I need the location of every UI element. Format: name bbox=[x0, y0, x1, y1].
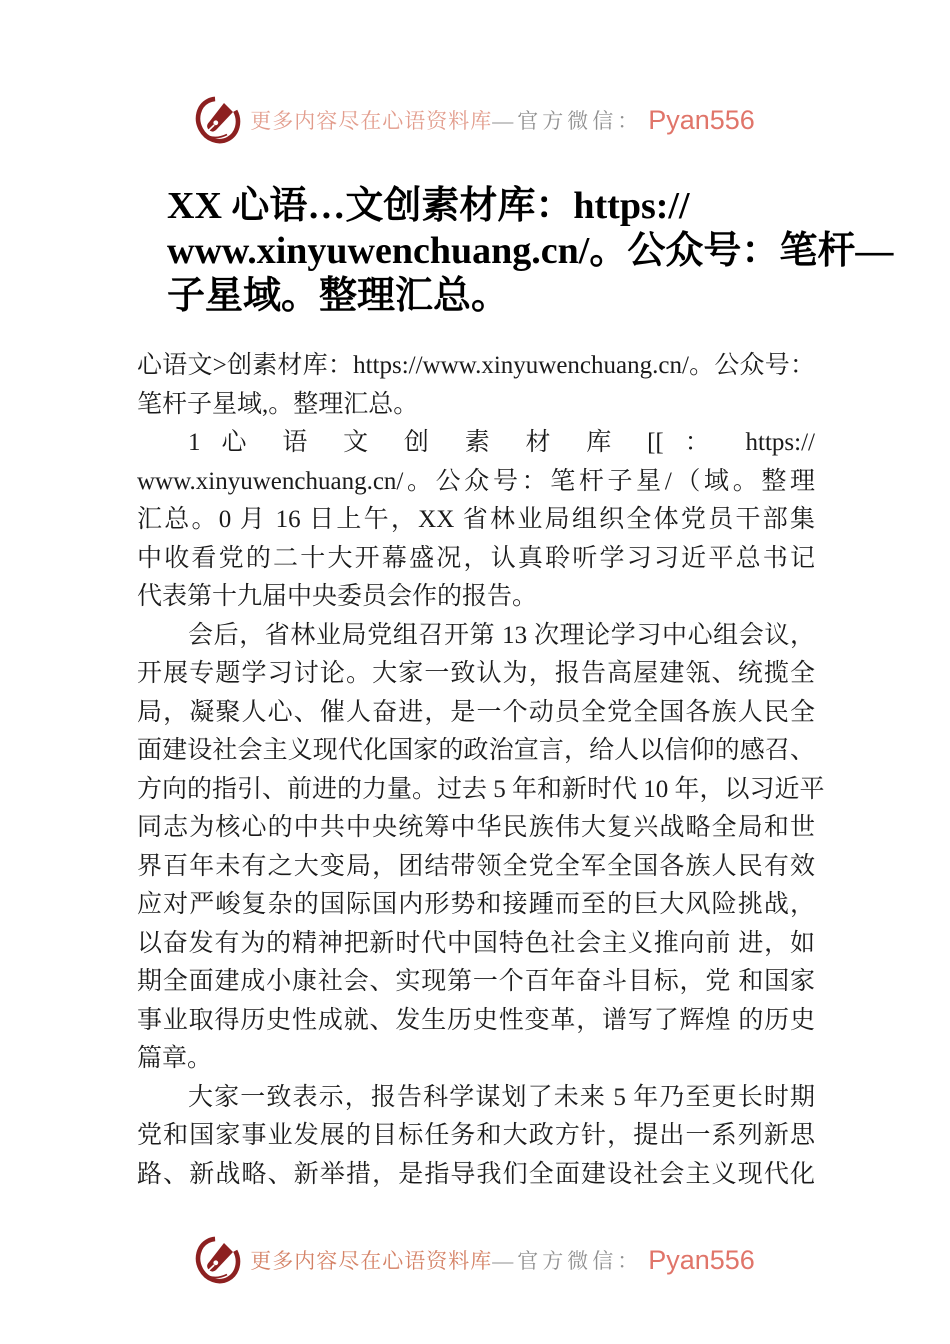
paragraph-line: 以奋发有为的精神把新时代中国特色社会主义推向前 进，如 bbox=[137, 929, 815, 957]
paragraph-line: 会后，省林业局党组召开第 13 次理论学习中心组会议， bbox=[188, 621, 815, 649]
paragraph-line: 1 心 语 文 创 素 材 库 [[ ： https:// bbox=[188, 429, 815, 456]
paragraph-line: 方向的指引、前进的力量。过去 5 年和新时代 10 年，以习近平 bbox=[137, 775, 825, 803]
banner-slogan-text: 更多内容尽在心语资料库 bbox=[250, 1249, 493, 1273]
paragraph-line: 路、新战略、新举措，是指导我们全面建设社会主义现代化 bbox=[137, 1160, 815, 1188]
paragraph-line: 汇总。0 月 16 日上午，XX 省林业局组织全体党员干部集 bbox=[137, 506, 815, 533]
paragraph-line: 同志为核心的中共中央统筹中华民族伟大复兴战略全局和世 bbox=[137, 814, 815, 841]
banner-wechat-id: Pyan556 bbox=[648, 104, 755, 135]
paragraph-line: 党和国家事业发展的目标任务和大政方针，提出一系列新思 bbox=[137, 1122, 815, 1149]
paragraph bbox=[137, 617, 825, 1079]
banner-slogan-text: 更多内容尽在心语资料库 bbox=[250, 109, 493, 133]
paragraph-line: 期全面建成小康社会、实现第一个百年奋斗目标，党 和国家 bbox=[137, 968, 815, 995]
paragraph-line: 篇章。 bbox=[137, 1045, 213, 1072]
title-line: 子星域。整理汇总。 bbox=[167, 275, 510, 317]
paragraph-line: 笔杆子星域,。整理汇总。 bbox=[137, 390, 419, 418]
paragraph bbox=[137, 1079, 815, 1195]
paragraph-line: www.xinyuwenchuang.cn/。公众号：笔杆子星/（域。整理 bbox=[137, 467, 815, 495]
paragraph-line: 局，凝聚人心、催人奋进，是一个动员全党全国各族人民全 bbox=[137, 698, 815, 726]
paragraph-line: 事业取得历史性成就、发生历史性变革，谱写了辉煌 的历史 bbox=[137, 1006, 815, 1034]
paragraph-line: 面建设社会主义现代化国家的政治宣言，给人以信仰的感召、 bbox=[137, 737, 815, 764]
pen-nib-logo-icon bbox=[195, 1234, 241, 1286]
paragraph bbox=[137, 424, 815, 617]
pen-nib-logo-icon bbox=[195, 94, 241, 146]
paragraph-line: 代表第十九届中央委员会作的报告。 bbox=[137, 583, 538, 610]
footer-watermark-banner bbox=[0, 1230, 950, 1290]
title-line: www.xinyuwenchuang.cn/。公众号：笔杆— bbox=[167, 230, 894, 272]
banner-wechat-id: Pyan556 bbox=[648, 1244, 755, 1275]
header-watermark-banner bbox=[0, 90, 950, 150]
paragraph-line: 应对严峻复杂的国际国内形势和接踵而至的巨大风险挑战， bbox=[137, 891, 815, 918]
paragraph-line: 大家一致表示，报告科学谋划了未来 5 年乃至更长时期 bbox=[188, 1083, 815, 1111]
banner-wechat-label: —官方微信： bbox=[492, 1249, 643, 1273]
banner-wechat-label: —官方微信： bbox=[492, 109, 643, 133]
document-title bbox=[167, 184, 894, 319]
title-line: XX 心语…文创素材库：https:// bbox=[167, 185, 690, 227]
paragraph-line: 中收看党的二十大开幕盛况，认真聆听学习习近平总书记 bbox=[137, 544, 815, 572]
paragraph-line: 开展专题学习讨论。大家一致认为，报告高屋建瓴、统揽全 bbox=[137, 660, 815, 687]
document-body bbox=[137, 184, 894, 1194]
document-paragraphs bbox=[137, 347, 825, 1194]
paragraph-line: 心语文>创素材库：https://www.xinyuwenchuang.cn/。公众号： bbox=[137, 352, 815, 379]
paragraph bbox=[137, 347, 815, 424]
paragraph-line: 界百年未有之大变局，团结带领全党全军全国各族人民有效 bbox=[137, 852, 815, 880]
